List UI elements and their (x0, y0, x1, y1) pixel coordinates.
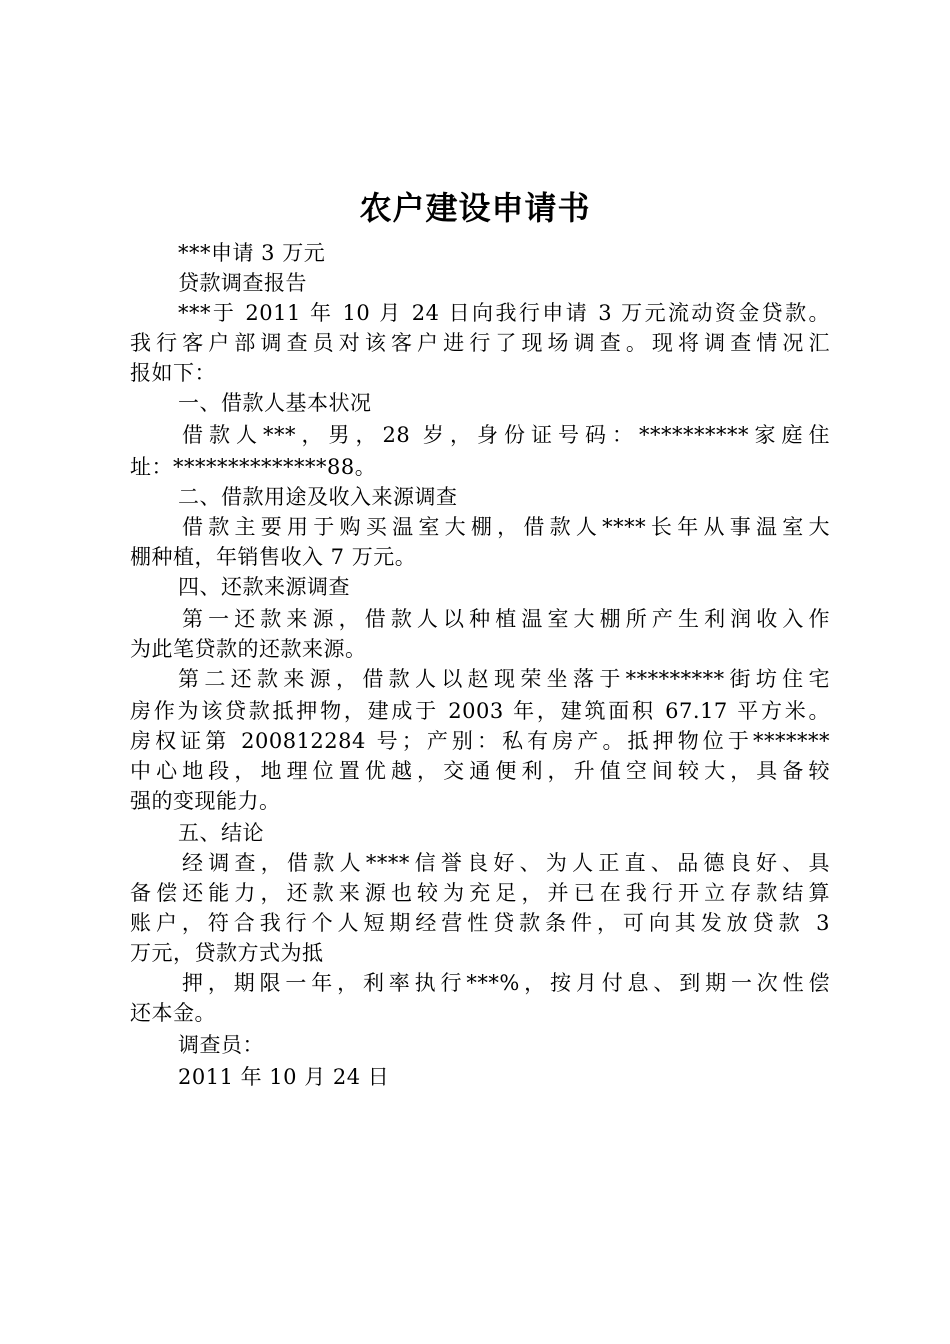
section-heading: 一、借款人基本状况 (178, 391, 372, 415)
text-line: 棚种植，年销售收入 7 万元。 (130, 545, 417, 569)
section-heading: 二、借款用途及收入来源调查 (178, 485, 458, 509)
text-line: 借款主要用于购买温室大棚，借款人****长年从事温室大 (182, 515, 830, 539)
text-line: 万元，贷款方式为抵 (130, 941, 324, 965)
text-line: ***于 2011 年 10 月 24 日向我行申请 3 万元流动资金贷款。 (178, 301, 830, 325)
document-title: 农户建设申请书 (359, 189, 591, 227)
text-line: 第一还款来源，借款人以种植温室大棚所产生利润收入作 (182, 607, 830, 631)
text-line: 我行客户部调查员对该客户进行了现场调查。现将调查情况汇 (130, 331, 830, 355)
text-line: 址：**************88。 (130, 455, 377, 479)
text-line: 经调查，借款人****信誉良好、为人正直、品德良好、具 (182, 851, 830, 875)
document-date: 2011 年 10 月 24 日 (178, 1065, 390, 1089)
text-line: 中心地段，地理位置优越，交通便利，升值空间较大，具备较 (130, 759, 830, 783)
text-line: 押，期限一年，利率执行***%，按月付息、到期一次性偿 (182, 971, 830, 995)
section-heading: 四、还款来源调查 (178, 575, 350, 599)
text-line: 借款人***，男，28 岁，身份证号码：**********家庭住 (182, 423, 830, 447)
text-line: 还本金。 (130, 1001, 216, 1025)
text-line: 第二还款来源，借款人以赵现荣坐落于*********街坊住宅 (178, 667, 830, 691)
text-line: 强的变现能力。 (130, 789, 281, 813)
text-line: 房作为该贷款抵押物，建成于 2003 年，建筑面积 67.17 平方米。 (130, 699, 830, 723)
investigator-label: 调查员： (178, 1033, 264, 1057)
text-line-amount: ***申请 3 万元 (178, 241, 326, 265)
section-heading: 五、结论 (178, 821, 264, 845)
text-line: 备偿还能力，还款来源也较为充足，并已在我行开立存款结算 (130, 881, 830, 905)
text-line: 账户，符合我行个人短期经营性贷款条件，可向其发放贷款 3 (130, 911, 830, 935)
text-line-report-title: 贷款调查报告 (178, 271, 307, 295)
text-line: 房权证第 200812284 号；产别：私有房产。抵押物位于******* (130, 729, 830, 753)
text-line: 报如下： (130, 361, 216, 385)
text-line: 为此笔贷款的还款来源。 (130, 637, 367, 661)
